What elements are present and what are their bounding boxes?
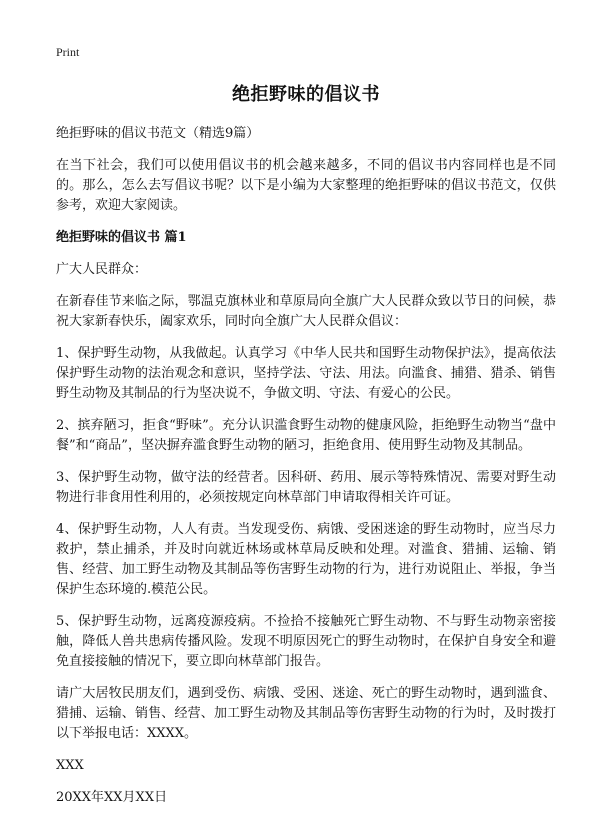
page-title: 绝拒野味的倡议书 xyxy=(232,84,380,105)
body-paragraph-item-3: 3、保护野生动物，做守法的经营者。因科研、药用、展示等特殊情况、需要对野生动物进行非食用性利用的，必须按规定向林草部门申请取得相关许可证。 xyxy=(56,470,556,505)
body-paragraph-item-1: 1、保护野生动物，从我做起。认真学习《中华人民共和国野生动物保护法》，提高依法保护野生动物的法治观念和意识，坚持学法、守法、用法。向滥食、捕猎、猎杀、销售野生动物及其制品的行为坚决说不，争做文明、守法、有爱心的公民。 xyxy=(56,346,556,401)
section-heading: 绝拒野味的倡议书 篇1 xyxy=(56,230,187,245)
document-page xyxy=(56,44,556,820)
body-paragraph-item-4: 4、保护野生动物，人人有责。当发现受伤、病饿、受困迷途的野生动物时，应当尽力救护，禁止捕杀，并及时向就近林场或林草局反映和处理。对滥食、猎捕、运输、销售、经营、加工野生动物及其制品等伤害野生动物的行为，进行劝说阻止、举报，争当保护生态环境的.模范公民。 xyxy=(56,522,556,597)
intro-paragraph: 在当下社会，我们可以使用倡议书的机会越来越多，不同的倡议书内容同样也是不同的。那么，怎么去写倡议书呢？以下是小编为大家整理的绝拒野味的倡议书范文，仅供参考，欢迎大家阅读。 xyxy=(56,158,556,213)
salutation: 广大人民群众： xyxy=(56,262,148,277)
body-paragraph-item-5: 5、保护野生动物，远离疫源疫病。不捡拾不接触死亡野生动物、不与野生动物亲密接触，降低人兽共患病传播风险。发现不明原因死亡的野生动物时，在保护自身安全和避免直接接触的情况下，要立即向林草部门报告。 xyxy=(56,614,556,669)
body-paragraph-closing: 请广大居牧民朋友们，遇到受伤、病饿、受困、迷途、死亡的野生动物时，遇到滥食、猎捕、运输、销售、经营、加工野生动物及其制品等伤害野生动物的行为时，及时拨打以下举报电话：XXXX。 xyxy=(56,686,556,741)
document-subtitle: 绝拒野味的倡议书范文（精选9篇） xyxy=(56,126,260,141)
signature: XXX xyxy=(56,758,84,773)
body-paragraph-opening: 在新春佳节来临之际，鄂温克旗林业和草原局向全旗广大人民群众致以节日的问候，恭祝大家新春快乐，阖家欢乐，同时向全旗广大人民群众倡议： xyxy=(56,294,556,329)
print-link[interactable]: Print xyxy=(56,45,80,59)
date: 20XX年XX月XX日 xyxy=(56,790,168,805)
body-paragraph-item-2: 2、摈弃陋习，拒食“野味”。充分认识滥食野生动物的健康风险，拒绝野生动物当“盘中餐”和“商品”，坚决摒弃滥食野生动物的陋习，拒绝食用、使用野生动物及其制品。 xyxy=(56,418,556,453)
